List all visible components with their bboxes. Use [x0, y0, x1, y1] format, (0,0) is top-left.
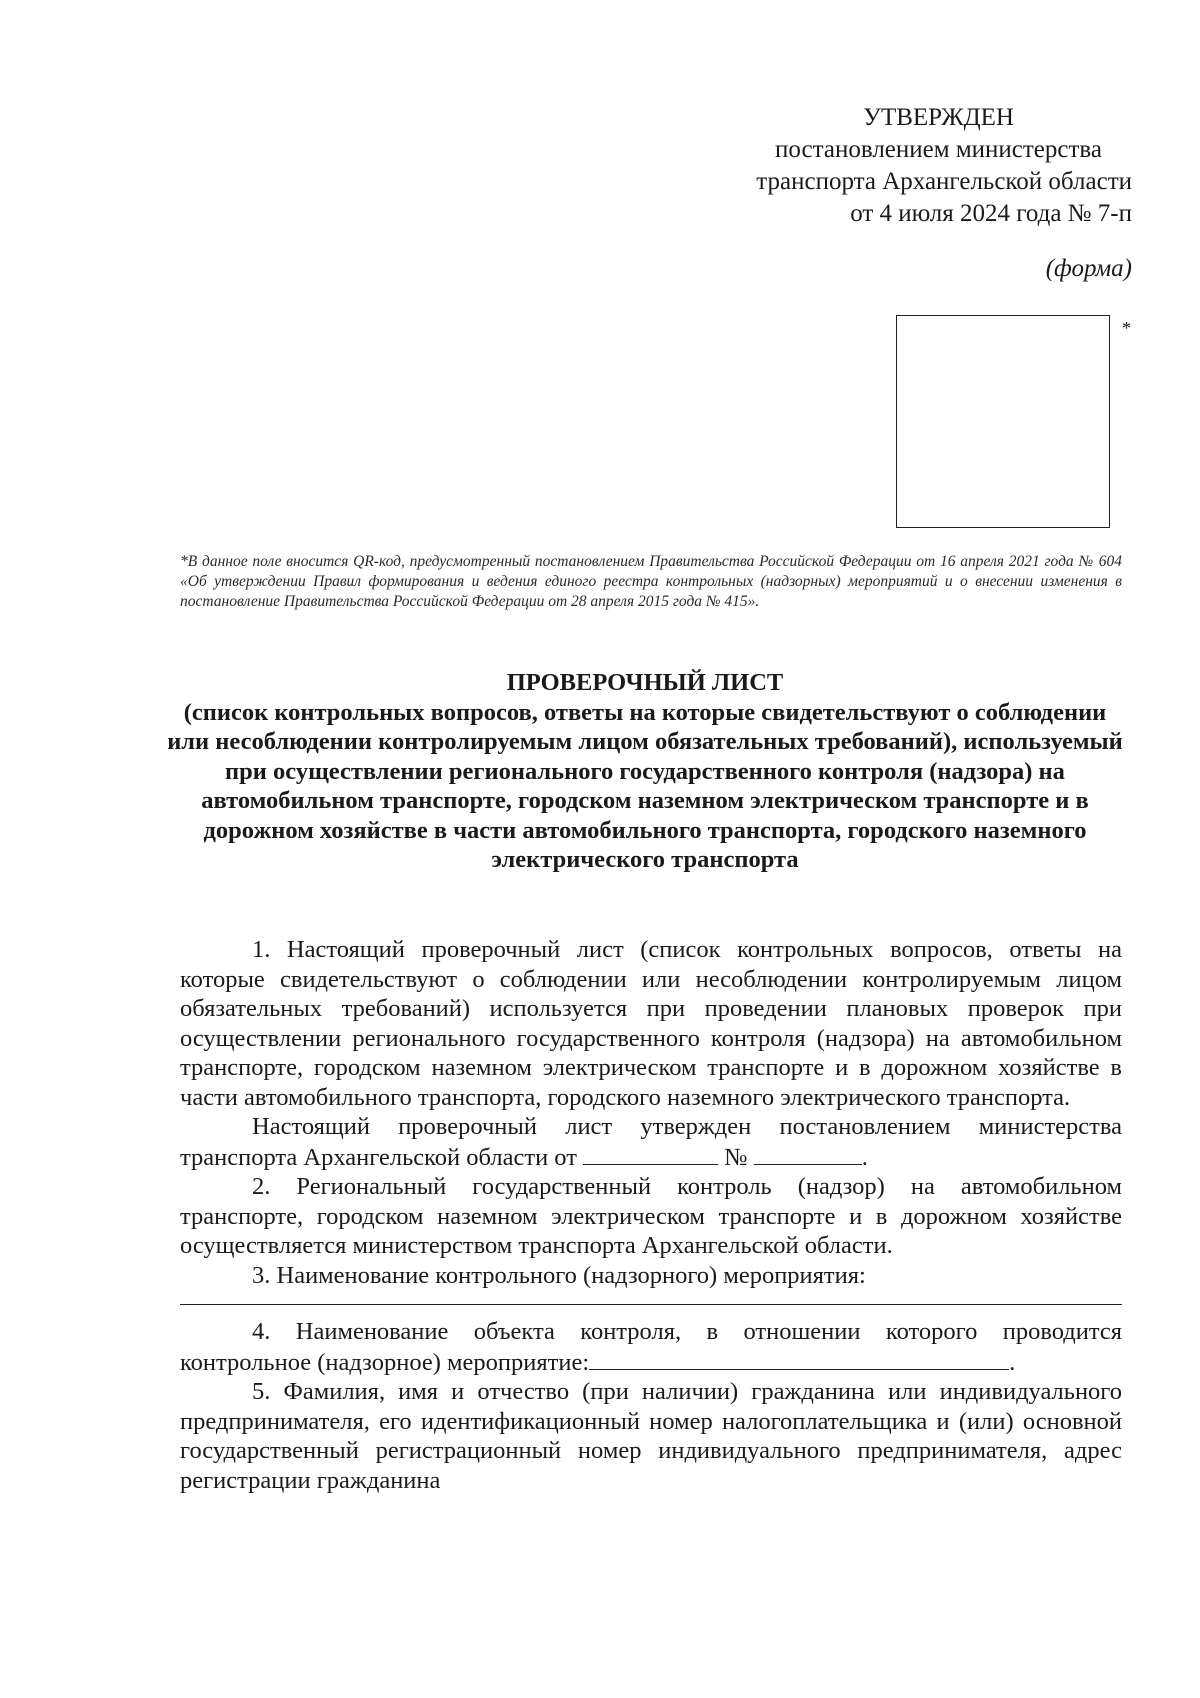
date-blank — [583, 1142, 718, 1165]
paragraph-2: 2. Региональный государственный контроль (надзор) на автомобильном транспорте, городском наземном электрическом транспорте и в дорожном хозяйстве осуществляется министерством транспорта Архангельской области. — [180, 1173, 1122, 1259]
paragraph-approval-end: . — [861, 1143, 868, 1171]
approval-line-2: транспорта Архангельской области — [756, 168, 1132, 195]
event-name-blank — [180, 1290, 1122, 1305]
approval-line-3: от 4 июля 2024 года № 7-п — [850, 200, 1132, 227]
paragraph-approval — [180, 1112, 1122, 1172]
qr-code-field — [896, 315, 1110, 528]
paragraph-3: 3. Наименование контрольного (надзорного) мероприятия: — [252, 1261, 866, 1289]
paragraph-4-end: . — [1009, 1348, 1016, 1376]
paragraph-1: 1. Настоящий проверочный лист (список контрольных вопросов, ответы на которые свидетельствуют о соблюдении или несоблюдении контролируемым лицом обязательных требований) используется при проведении плановых проверок при осуществлении регионального государственного контроля (надзора) на автомобильном транспорте, городском наземном электрическом транспорте и в дорожном хозяйстве в части автомобильного транспорта, городского наземного электрического транспорта. — [180, 936, 1122, 1111]
paragraph-5: 5. Фамилия, имя и отчество (при наличии) гражданина или индивидуального предпринимателя, его идентификационный номер налогоплательщика и (или) основной государственный регистрационный номер индивидуального предпринимателя, адрес регистрации гражданина — [180, 1378, 1122, 1494]
approval-title: УТВЕРЖДЕН — [863, 104, 1014, 131]
number-blank — [754, 1142, 862, 1165]
form-mark: (форма) — [1045, 255, 1132, 282]
footnote: *В данное поле вносится QR-код, предусмотренный постановлением Правительства Российской Федерации от 16 апреля 2021 года № 604 «Об утверждении Правил формирования и ведения единого реестра контрольных (надзорных) мероприятий и о внесении изменения в постановление Правительства Российской Федерации от 28 апреля 2015 года № 415». — [180, 553, 1122, 610]
paragraph-4 — [180, 1317, 1122, 1377]
paragraph-approval-text: Настоящий проверочный лист утвержден постановлением министерства транспорта Архангельской области от — [180, 1113, 1122, 1171]
number-sign: № — [724, 1143, 748, 1171]
qr-asterisk: * — [1122, 318, 1131, 338]
heading-subtitle: (список контрольных вопросов, ответы на которые свидетельствуют о соблюдении или несоблюдении контролируемым лицом обязательных требований), используемый при осуществлении регионального государственного контроля (надзора) на автомобильном транспорте, городском наземном электрическом транспорте и в дорожном хозяйстве в части автомобильного транспорта, городского наземного электрического транспорта — [167, 698, 1123, 873]
approval-block — [612, 102, 1132, 230]
heading-title: ПРОВЕРОЧНЫЙ ЛИСТ — [506, 669, 784, 696]
approval-line-1: постановлением министерства — [775, 136, 1102, 163]
object-name-blank — [589, 1347, 1009, 1370]
document-heading — [160, 668, 1130, 875]
paragraph-4-text: 4. Наименование объекта контроля, в отношении которого проводится контрольное (надзорное) мероприятие: — [180, 1318, 1122, 1376]
document-body — [180, 935, 1122, 1495]
